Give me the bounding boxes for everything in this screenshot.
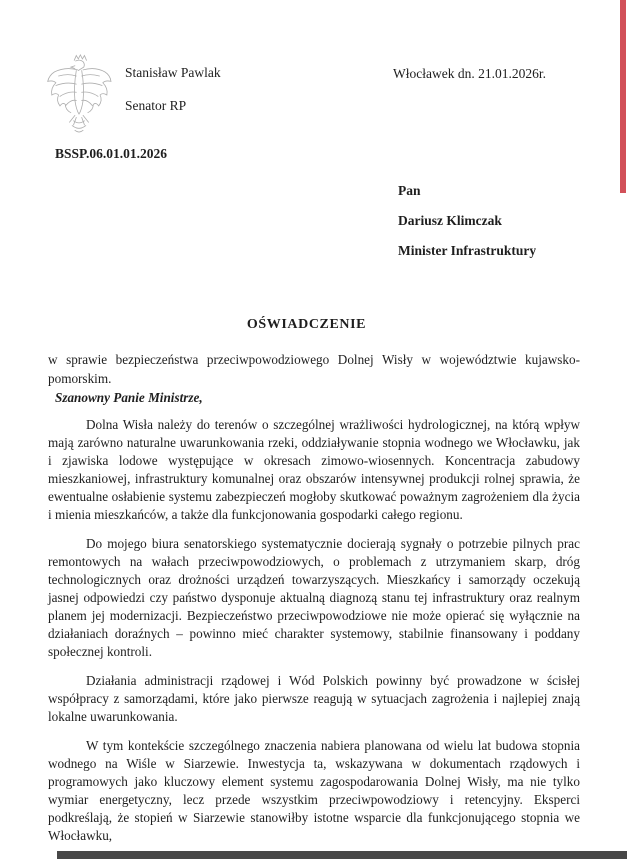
paragraph-4: W tym kontekście szczególnego znaczenia nabiera planowana od wielu lat budowa stopnia wodnego na Wiśle w Siarzewie. Inwestycja ta, wskazywana w dokumentach rządowych i programowych jako kluczowy element systemu zagospodarowania Dolnej Wisły, ma nie tylko wymiar energetyczny, lecz przede wszystkim przeciwpowodziowy i retencyjny. Eksperci podkreślają, że stopień w Siarzewie stanowiłby istotne wsparcie dla funkcjonującego stopnia we Włocławku,: [48, 738, 580, 843]
sender-name: Stanisław Pawlak: [125, 65, 221, 80]
recipient-position: Minister Infrastruktury: [398, 243, 537, 258]
paragraph-1: Dolna Wisła należy do terenów o szczególnej wrażliwości hydrologicznej, na którą wpływ mają zarówno naturalne uwarunkowania rzeki, oddziaływanie stopnia wodnego we Włocławku, jak i zjawiska lodowe występujące w okresach zimowo-wiosennych. Koncentracja zabudowy mieszkaniowej, infrastruktury komunalnej oraz obszarów intensywnej produkcji rolnej sprawia, że ewentualne osłabienie systemu zabezpieczeń mogłoby skutkować poważnym zagrożeniem dla życia i mienia mieszkańców, a także dla funkcjonowania gospodarki całego regionu.: [48, 417, 580, 522]
scanner-edge-artifact: [57, 851, 627, 859]
red-edge-stripe: [620, 0, 626, 193]
recipient-salutation: Pan: [398, 183, 421, 198]
polish-eagle-emblem-icon: [45, 52, 113, 138]
sender-block: [125, 65, 221, 114]
place-and-date: Włocławek dn. 21.01.2026r.: [393, 66, 546, 81]
sender-title: Senator RP: [125, 98, 187, 113]
document-title: OŚWIADCZENIE: [246, 317, 367, 332]
paragraph-3: Działania administracji rządowej i Wód Polskich powinny być prowadzone w ścisłej współpracy z samorządami, które jako pierwsze reagują w sytuacjach zagrożenia i najlepiej znają lokalne uwarunkowania.: [48, 673, 580, 724]
reference-number: BSSP.06.01.01.2026: [55, 146, 168, 161]
paragraph-2: Do mojego biura senatorskiego systematycznie docierają sygnały o potrzebie pilnych prac remontowych na wałach przeciwpowodziowych, o problemach z utrzymaniem skarp, dróg technologicznych oraz drożności urządzeń towarzyszących. Mieszkańcy i samorządy oczekują jasnej odpowiedzi czy państwo dysponuje aktualną diagnozą stanu tej infrastruktury oraz realnym planem jej modernizacji. Bezpieczeństwo przeciwpowodziowe nie może opierać się wyłącznie na działaniach doraźnych – powinno mieć charakter systemowy, stabilnie finansowany i poddany społecznej kontroli.: [48, 536, 580, 659]
letter-body: [48, 416, 580, 856]
recipient-block: [398, 176, 536, 266]
greeting-line: Szanowny Panie Ministrze,: [55, 390, 203, 405]
recipient-name: Dariusz Klimczak: [398, 213, 502, 228]
document-subject: w sprawie bezpieczeństwa przeciwpowodziowego Dolnej Wisły w województwie kujawsko-pomorskim.: [48, 352, 580, 386]
